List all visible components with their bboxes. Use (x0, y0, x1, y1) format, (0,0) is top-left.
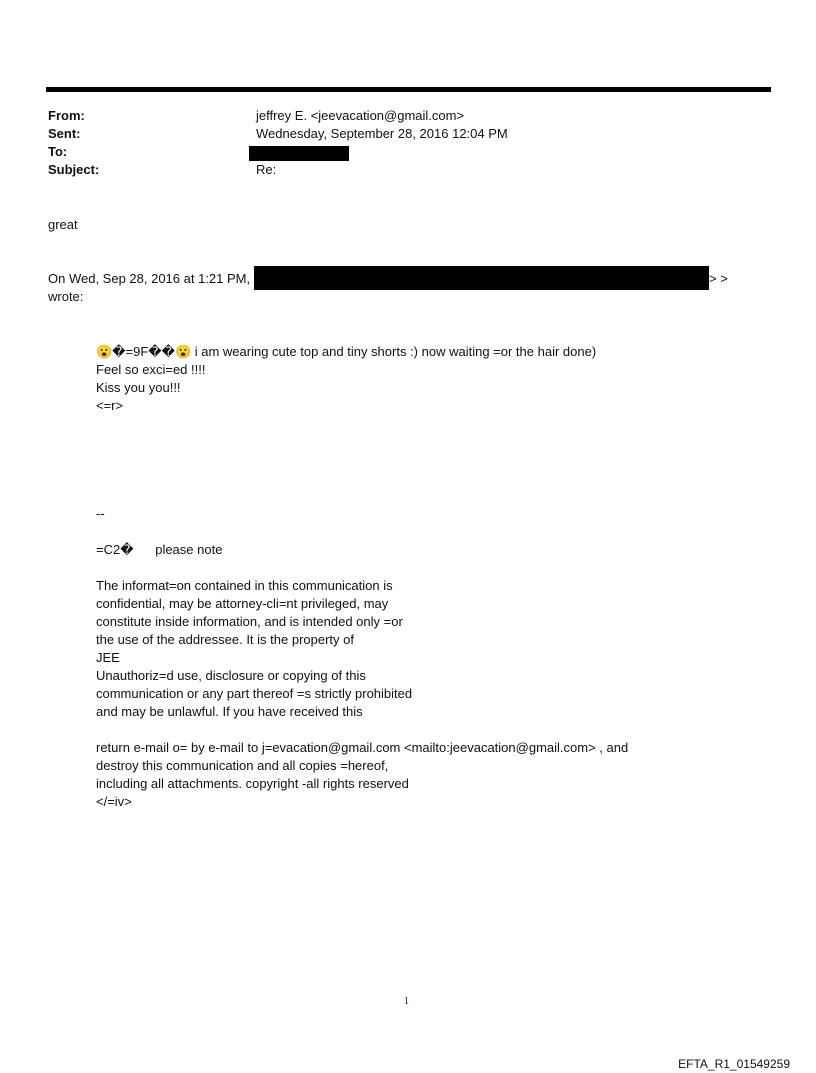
return-line: return e-mail o= by e-mail to j=evacation@gmail.com <mailto:jeevacation@gmail.com> , and (96, 740, 629, 755)
from-value: jeffrey E. <jeevacation@gmail.com> (256, 108, 465, 123)
disclaimer-line: the use of the addressee. It is the property of (96, 632, 354, 647)
quoted-line: Feel so exci=ed !!!! (96, 362, 206, 377)
signature-note: =C2� please note (96, 542, 223, 557)
subject-label: Subject: (48, 162, 100, 177)
disclaimer-line: JEE (96, 650, 120, 665)
disclaimer-line: communication or any part thereof =s strictly prohibited (96, 686, 413, 701)
disclaimer-line: The informat=on contained in this communication is (96, 578, 393, 593)
subject-value: Re: (256, 162, 277, 177)
quoted-line: Kiss you you!!! (96, 380, 181, 395)
page-number: 1 (404, 996, 409, 1007)
disclaimer-line: confidential, may be attorney-cli=nt privileged, may (96, 596, 389, 611)
sender-redaction (254, 266, 709, 290)
to-label: To: (48, 144, 68, 159)
disclaimer-line: constitute inside information, and is intended only =or (96, 614, 403, 629)
reply-text: great (48, 217, 78, 232)
disclaimer-line: Unauthoriz=d use, disclosure or copying of this (96, 668, 366, 683)
sent-value: Wednesday, September 28, 2016 12:04 PM (256, 126, 508, 141)
return-line: destroy this communication and all copies =hereof, (96, 758, 389, 773)
quote-intro-wrote: wrote: (48, 289, 84, 304)
signature-dashes: -- (96, 506, 105, 521)
quote-intro-tail: > > (709, 271, 728, 286)
bates-number: EFTA_R1_01549259 (678, 1057, 790, 1071)
quote-intro: On Wed, Sep 28, 2016 at 1:21 PM, (48, 271, 251, 286)
header-rule (46, 87, 771, 92)
return-line: including all attachments. copyright -all rights reserved (96, 776, 409, 791)
quoted-line: 😮�=9F��😮 i am wearing cute top and tiny shorts :) now waiting =or the hair done) (96, 344, 597, 359)
from-label: From: (48, 108, 85, 123)
disclaimer-line: and may be unlawful. If you have received this (96, 704, 363, 719)
return-line: </=iv> (96, 794, 132, 809)
sent-label: Sent: (48, 126, 81, 141)
to-redaction (249, 146, 349, 161)
quoted-line: <=r> (96, 398, 124, 413)
